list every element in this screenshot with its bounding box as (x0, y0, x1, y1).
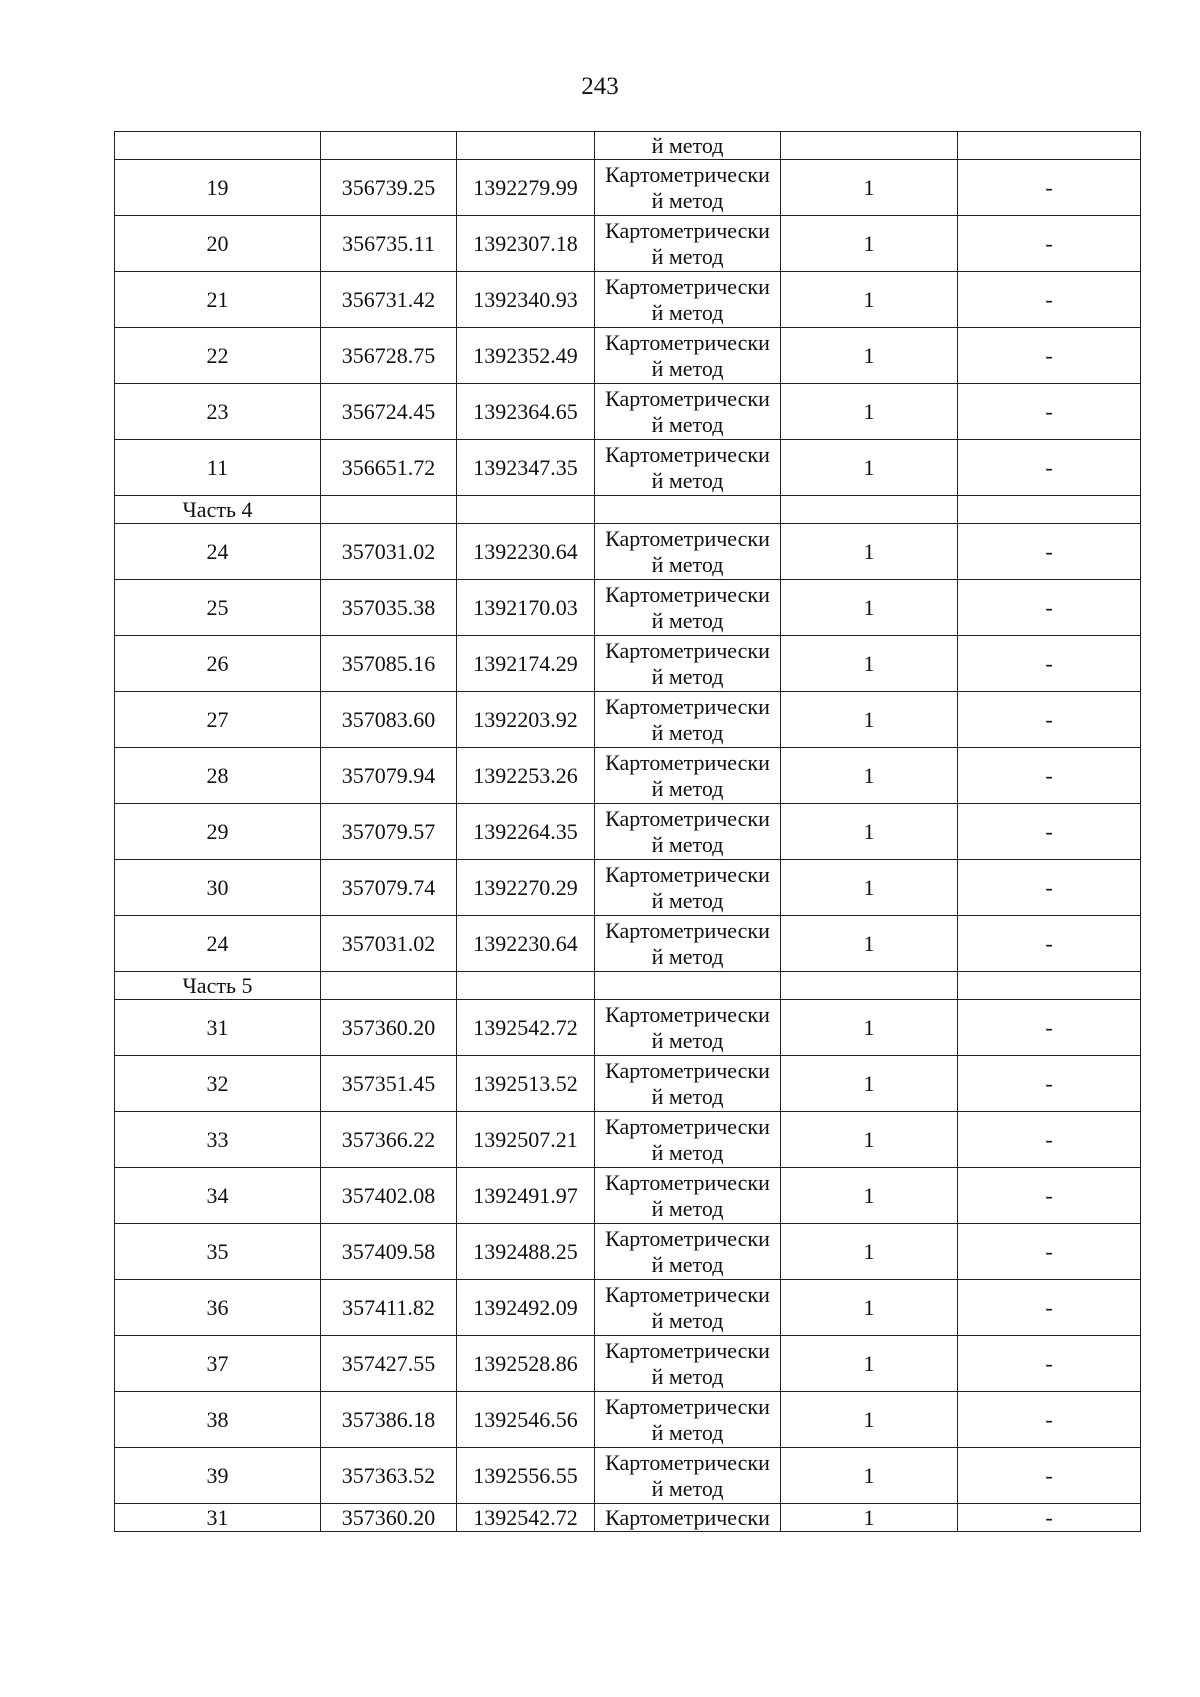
page-number: 243 (581, 73, 619, 100)
cell-method (595, 1224, 781, 1280)
cell-x: 356728.75 (321, 328, 457, 384)
cell-note: - (958, 1504, 1141, 1532)
cell-accuracy: 1 (781, 1168, 958, 1224)
method-line-1: Картометрически (605, 805, 770, 831)
method-line-1: Картометрически (605, 581, 770, 607)
cell-y: 1392230.64 (457, 524, 595, 580)
method-line-2: й метод (651, 187, 724, 213)
cell-y: 1392264.35 (457, 804, 595, 860)
method-line-1: Картометрически (605, 1337, 770, 1363)
cell-point-number: 33 (115, 1112, 321, 1168)
cell-y: 1392488.25 (457, 1224, 595, 1280)
cell-point-number: 30 (115, 860, 321, 916)
method-line-1: Картометрически (605, 1281, 770, 1307)
cell-note: - (958, 1392, 1141, 1448)
table-row (115, 1448, 1141, 1504)
cell-point-number: 28 (115, 748, 321, 804)
part-label: Часть 5 (115, 972, 321, 1000)
cell-point-number: 19 (115, 160, 321, 216)
coordinates-table-body (115, 132, 1141, 1532)
cell-accuracy: 1 (781, 160, 958, 216)
table-row (115, 440, 1141, 496)
cell-accuracy: 1 (781, 860, 958, 916)
cell-y: 1392546.56 (457, 1392, 595, 1448)
cell-note: - (958, 1168, 1141, 1224)
cell-point-number: 32 (115, 1056, 321, 1112)
cell-accuracy: 1 (781, 916, 958, 972)
cell-x: 357360.20 (321, 1000, 457, 1056)
cell-method (595, 692, 781, 748)
table-row (115, 384, 1141, 440)
cell-accuracy: 1 (781, 1392, 958, 1448)
cell-x: 357351.45 (321, 1056, 457, 1112)
cell-y: 1392279.99 (457, 160, 595, 216)
cell-y: 1392307.18 (457, 216, 595, 272)
table-row (115, 1168, 1141, 1224)
cell-empty (457, 496, 595, 524)
cell-x: 356651.72 (321, 440, 457, 496)
cell-point-number: 26 (115, 636, 321, 692)
cell-point-number: 23 (115, 384, 321, 440)
cell-note: - (958, 860, 1141, 916)
method-line-2: й метод (651, 355, 724, 381)
cell-accuracy: 1 (781, 524, 958, 580)
method-line-2: й метод (651, 1195, 724, 1221)
method-line-2: й метод (651, 887, 724, 913)
method-line-1: Картометрически (605, 1001, 770, 1027)
cell-empty (781, 496, 958, 524)
cell-y: 1392340.93 (457, 272, 595, 328)
cell-note: - (958, 580, 1141, 636)
cell-accuracy: 1 (781, 1336, 958, 1392)
cell-point-number: 36 (115, 1280, 321, 1336)
cell-accuracy: 1 (781, 748, 958, 804)
cell-method (595, 440, 781, 496)
cell-point-number: 20 (115, 216, 321, 272)
cell-method (595, 804, 781, 860)
cell-point-number: 22 (115, 328, 321, 384)
cell-note: - (958, 1000, 1141, 1056)
cell-note: - (958, 748, 1141, 804)
cell-accuracy: 1 (781, 636, 958, 692)
cell-note: - (958, 384, 1141, 440)
coordinates-table (114, 131, 1141, 1532)
cell-point-number: 24 (115, 916, 321, 972)
cell-x: 357360.20 (321, 1504, 457, 1532)
cell-y (457, 132, 595, 160)
table-row (115, 328, 1141, 384)
cell-accuracy: 1 (781, 1448, 958, 1504)
cell-x: 357079.74 (321, 860, 457, 916)
cell-x: 357363.52 (321, 1448, 457, 1504)
cell-point-number: 25 (115, 580, 321, 636)
cell-y: 1392170.03 (457, 580, 595, 636)
table-row (115, 860, 1141, 916)
table-row (115, 580, 1141, 636)
cell-y: 1392492.09 (457, 1280, 595, 1336)
table-row (115, 1392, 1141, 1448)
table-row (115, 1224, 1141, 1280)
cell-point-number: 31 (115, 1504, 321, 1532)
method-line-1: Картометрически (605, 1393, 770, 1419)
method-line-2: й метод (651, 1083, 724, 1109)
cell-x: 357402.08 (321, 1168, 457, 1224)
cell-accuracy: 1 (781, 804, 958, 860)
cell-x: 357085.16 (321, 636, 457, 692)
cell-note: - (958, 692, 1141, 748)
method-line-1: Картометрически (605, 1113, 770, 1139)
cell-empty (321, 972, 457, 1000)
cell-point-number: 24 (115, 524, 321, 580)
method-line-2: й метод (651, 299, 724, 325)
table-row (115, 272, 1141, 328)
method-line-1: Картометрически (605, 161, 770, 187)
method-line-1: Картометрически (605, 1449, 770, 1475)
table-row (115, 160, 1141, 216)
table-row (115, 1000, 1141, 1056)
cell-x: 357031.02 (321, 524, 457, 580)
cell-y: 1392270.29 (457, 860, 595, 916)
cell-method (595, 160, 781, 216)
method-line-2: й метод (651, 607, 724, 633)
cell-note: - (958, 916, 1141, 972)
cell-method (595, 328, 781, 384)
table-row (115, 1056, 1141, 1112)
cell-empty (595, 972, 781, 1000)
cell-accuracy: 1 (781, 272, 958, 328)
cell-point-number: 27 (115, 692, 321, 748)
method-line-1: Картометрически (605, 1057, 770, 1083)
cell-x: 357079.57 (321, 804, 457, 860)
method-line-1: Картометрически (605, 637, 770, 663)
cell-method (595, 916, 781, 972)
cell-x: 356735.11 (321, 216, 457, 272)
cell-point-number: 37 (115, 1336, 321, 1392)
cell-method (595, 1280, 781, 1336)
method-line-1: Картометрически (605, 861, 770, 887)
cell-method (595, 524, 781, 580)
method-line-1: Картометрически (605, 217, 770, 243)
cell-method (595, 1000, 781, 1056)
method-line-1: Картометрически (605, 693, 770, 719)
method-line-1: Картометрически (605, 329, 770, 355)
cell-method (595, 272, 781, 328)
cell-x: 357035.38 (321, 580, 457, 636)
method-line-2: й метод (651, 1307, 724, 1333)
cell-x: 357386.18 (321, 1392, 457, 1448)
cell-point-number: 29 (115, 804, 321, 860)
cell-accuracy: 1 (781, 440, 958, 496)
method-line-2: й метод (651, 775, 724, 801)
cell-method (595, 1112, 781, 1168)
cell-y: 1392513.52 (457, 1056, 595, 1112)
method-line-1: Картометрически (605, 273, 770, 299)
cell-y: 1392174.29 (457, 636, 595, 692)
continuation-row (115, 132, 1141, 160)
part-header-row (115, 972, 1141, 1000)
method-line-2: й метод (651, 411, 724, 437)
cell-note: - (958, 272, 1141, 328)
cell-y: 1392507.21 (457, 1112, 595, 1168)
cell-accuracy: 1 (781, 1112, 958, 1168)
cell-note: - (958, 804, 1141, 860)
method-line-2: й метод (651, 943, 724, 969)
table-row (115, 748, 1141, 804)
cell-empty (595, 496, 781, 524)
cell-empty (958, 972, 1141, 1000)
cell-note: - (958, 328, 1141, 384)
cell-accuracy: 1 (781, 580, 958, 636)
cell-y: 1392556.55 (457, 1448, 595, 1504)
cell-point-number: 34 (115, 1168, 321, 1224)
cell-accuracy: 1 (781, 328, 958, 384)
cell-note: - (958, 1224, 1141, 1280)
method-line-2: й метод (651, 663, 724, 689)
cell-point-number: 21 (115, 272, 321, 328)
cell-method (595, 384, 781, 440)
cell-accuracy: 1 (781, 384, 958, 440)
cell-y: 1392352.49 (457, 328, 595, 384)
cell-empty (321, 496, 457, 524)
cell-note: - (958, 160, 1141, 216)
method-line-2: й метод (651, 243, 724, 269)
method-line-2: й метод (651, 1139, 724, 1165)
cell-x: 357031.02 (321, 916, 457, 972)
cell-accuracy: 1 (781, 692, 958, 748)
cell-empty (457, 972, 595, 1000)
cell-accuracy: 1 (781, 1056, 958, 1112)
cell-note: - (958, 524, 1141, 580)
method-line-1: Картометрически (605, 1169, 770, 1195)
cell-method (595, 1448, 781, 1504)
table-row (115, 524, 1141, 580)
cell-x (321, 132, 457, 160)
method-line-2: й метод (651, 467, 724, 493)
cell-method: Картометрически (595, 1504, 781, 1532)
cell-method: й метод (595, 132, 781, 160)
table-row (115, 1280, 1141, 1336)
method-line-2: й метод (651, 1027, 724, 1053)
table-row (115, 1112, 1141, 1168)
cell-x: 357083.60 (321, 692, 457, 748)
cell-method (595, 860, 781, 916)
table-row (115, 636, 1141, 692)
cell-accuracy: 1 (781, 216, 958, 272)
cell-x: 357411.82 (321, 1280, 457, 1336)
cell-y: 1392253.26 (457, 748, 595, 804)
cell-method (595, 1056, 781, 1112)
cell-x: 357366.22 (321, 1112, 457, 1168)
cell-note: - (958, 636, 1141, 692)
method-line-2: й метод (651, 1363, 724, 1389)
cell-method (595, 636, 781, 692)
cell-note (958, 132, 1141, 160)
table-row (115, 916, 1141, 972)
method-line-1: Картометрически (605, 1225, 770, 1251)
truncated-row (115, 1504, 1141, 1532)
method-line-1: Картометрически (605, 525, 770, 551)
method-line-2: й метод (651, 1251, 724, 1277)
part-header-row (115, 496, 1141, 524)
cell-y: 1392491.97 (457, 1168, 595, 1224)
cell-y: 1392542.72 (457, 1504, 595, 1532)
cell-note: - (958, 1280, 1141, 1336)
method-line-2: й метод (651, 551, 724, 577)
cell-method (595, 1168, 781, 1224)
cell-point-number: 31 (115, 1000, 321, 1056)
method-line-1: Картометрически (605, 385, 770, 411)
cell-note: - (958, 1448, 1141, 1504)
method-line-2: й метод (651, 831, 724, 857)
cell-method (595, 216, 781, 272)
cell-accuracy: 1 (781, 1224, 958, 1280)
cell-empty (958, 496, 1141, 524)
cell-x: 356739.25 (321, 160, 457, 216)
cell-empty (781, 972, 958, 1000)
cell-y: 1392528.86 (457, 1336, 595, 1392)
cell-note: - (958, 440, 1141, 496)
cell-y: 1392364.65 (457, 384, 595, 440)
cell-accuracy: 1 (781, 1504, 958, 1532)
cell-x: 356724.45 (321, 384, 457, 440)
cell-y: 1392203.92 (457, 692, 595, 748)
cell-note: - (958, 1112, 1141, 1168)
cell-method (595, 1336, 781, 1392)
cell-method (595, 748, 781, 804)
cell-y: 1392542.72 (457, 1000, 595, 1056)
table-row (115, 216, 1141, 272)
method-line-2: й метод (651, 719, 724, 745)
table-row (115, 692, 1141, 748)
cell-note: - (958, 216, 1141, 272)
cell-accuracy: 1 (781, 1000, 958, 1056)
part-label: Часть 4 (115, 496, 321, 524)
method-line-1: Картометрически (605, 917, 770, 943)
table-row (115, 1336, 1141, 1392)
cell-accuracy: 1 (781, 1280, 958, 1336)
cell-x: 357079.94 (321, 748, 457, 804)
method-line-2: й метод (651, 1419, 724, 1445)
cell-method (595, 1392, 781, 1448)
method-line-1: Картометрически (605, 441, 770, 467)
cell-point-number: 38 (115, 1392, 321, 1448)
cell-note: - (958, 1336, 1141, 1392)
cell-accuracy (781, 132, 958, 160)
cell-point-number: 35 (115, 1224, 321, 1280)
method-line-1: Картометрически (605, 749, 770, 775)
cell-point-number (115, 132, 321, 160)
cell-method (595, 580, 781, 636)
cell-x: 356731.42 (321, 272, 457, 328)
cell-y: 1392230.64 (457, 916, 595, 972)
cell-x: 357427.55 (321, 1336, 457, 1392)
cell-x: 357409.58 (321, 1224, 457, 1280)
cell-note: - (958, 1056, 1141, 1112)
cell-y: 1392347.35 (457, 440, 595, 496)
cell-point-number: 39 (115, 1448, 321, 1504)
cell-point-number: 11 (115, 440, 321, 496)
table-row (115, 804, 1141, 860)
method-line-2: й метод (651, 1475, 724, 1501)
